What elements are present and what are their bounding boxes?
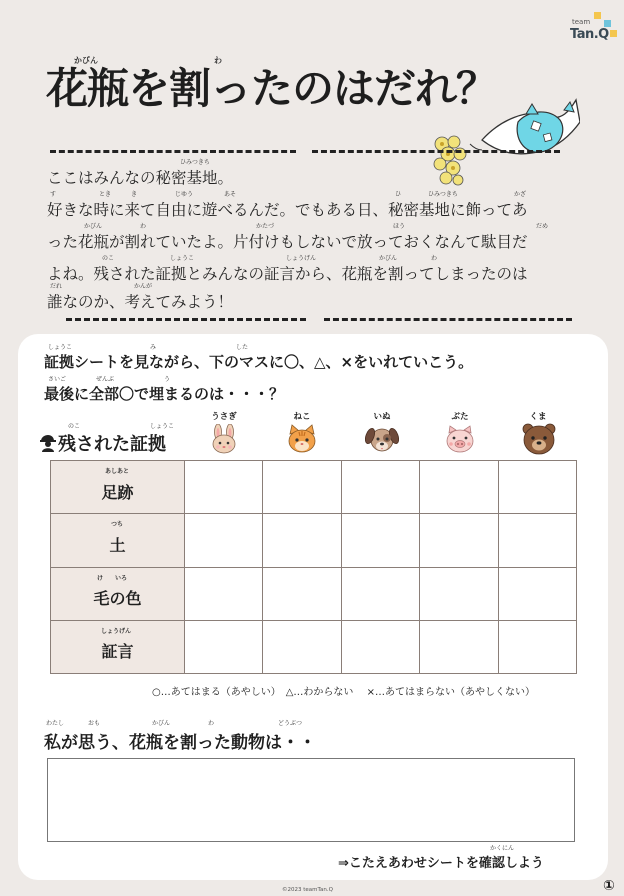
evidence-ruby: のこ [68,423,81,430]
intro-ruby: じゆう [175,191,194,198]
intro-ruby: ひみつきち [180,159,210,166]
table-row [51,461,577,514]
table-row [51,620,577,673]
copyright: ©2023 teamTan.Q [282,887,333,893]
intro-ruby: だれ [50,283,63,290]
question-ruby: さいご [48,376,67,383]
table-row [51,567,577,620]
row-header-testimony [51,620,185,673]
intro-ruby: ほう [393,223,406,230]
grid-cell[interactable] [498,567,576,620]
intro-ruby: ひ [395,191,402,198]
row-label: 足跡 [101,482,134,502]
think-ruby: わ [208,720,215,727]
row-label: 毛の色 [93,589,142,609]
dashed-divider [324,318,572,321]
row-ruby: あしあと [105,468,130,475]
row-label: 証言 [101,642,134,662]
page-title: 花瓶を割ったのはだれ？ [46,64,498,113]
intro-ruby: ひみつきち [428,191,458,198]
intro-ruby: かんが [134,283,153,290]
row-ruby: しょうげん [101,627,132,635]
question-ruby: しょうこ [48,344,73,351]
intro-line-5: 誰なのか、考えてみよう！ [47,293,234,311]
logo-name-text: Tan.Q [570,27,609,42]
grid-cell[interactable] [498,514,576,567]
row-label: 土 [109,535,126,555]
intro-ruby: しょうげん [286,255,317,262]
think-ruby: どうぶつ [278,720,303,727]
dashed-divider [66,318,306,321]
grid-cell[interactable] [498,461,576,514]
broken-vase-icon [420,92,580,192]
grid-cell[interactable] [263,620,341,673]
intro-ruby: わ [431,255,438,262]
grid-cell[interactable] [341,567,419,620]
grid-cell[interactable] [263,567,341,620]
intro-ruby: き [131,191,138,198]
question-line-1: 証拠シートを見ながら、下のマスに〇、△、×をいれていこう。 [44,353,474,371]
evidence-grid [50,460,577,674]
logo-square-icon [594,12,601,19]
grid-cell[interactable] [420,567,498,620]
grid-cell[interactable] [341,461,419,514]
intro-ruby: とき [99,191,112,198]
brand-logo [568,8,622,46]
grid-cell[interactable] [341,620,419,673]
answer-prompt: 私が思う、花瓶を割った動物は・・ [44,733,316,753]
animal-label-bear: くま [529,412,547,422]
table-row [51,514,577,567]
row-header-footprints [51,461,185,514]
intro-ruby: だめ [536,223,549,230]
grid-cell[interactable] [185,620,263,673]
animal-label-cat: ねこ [293,412,311,422]
question-ruby: み [150,344,157,351]
pig-icon [443,424,477,454]
intro-line-4: よね。残された証拠とみんなの証言から、花瓶を割ってしまったのは [47,265,528,283]
animal-label-dog: いぬ [373,412,391,422]
think-ruby: おも [88,720,101,727]
intro-ruby: しょうこ [170,255,195,262]
intro-ruby: かびん [379,255,398,262]
page-number: ① [603,878,615,894]
intro-ruby: かざ [514,191,527,198]
intro-line-3: った花瓶が割れていたよ。片付けもしないで放っておくなんて駄目だ [47,233,528,251]
logo-square-icon [604,20,611,27]
dashed-divider [50,150,296,153]
question-ruby: う [164,376,171,383]
grid-cell[interactable] [420,514,498,567]
grid-cell[interactable] [185,567,263,620]
logo-team-text: team [572,18,591,26]
intro-ruby: す [50,191,57,198]
question-ruby: ぜんぶ [96,376,115,383]
check-answer-note: ⇒こたえあわせシートを確認しよう [338,856,544,871]
animal-label-rabbit: うさぎ [211,412,237,422]
grid-cell[interactable] [420,620,498,673]
grid-cell[interactable] [263,461,341,514]
grid-cell[interactable] [420,461,498,514]
cat-icon [285,424,319,454]
grid-cell[interactable] [185,461,263,514]
rabbit-icon [207,424,241,454]
question-ruby: した [236,344,249,351]
evidence-ruby: しょうこ [150,423,175,430]
bear-icon [521,422,557,456]
animal-label-pig: ぶた [451,412,469,422]
dashed-divider [312,150,560,153]
intro-ruby: のこ [102,255,115,262]
row-ruby: つち [111,521,124,529]
grid-cell[interactable] [185,514,263,567]
evidence-title: 残された証拠 [58,434,166,455]
intro-line-2: 好きな時に来て自由に遊べるんだ。でもある日、秘密基地に飾ってあ [47,201,528,219]
intro-ruby: かびん [84,223,103,230]
think-ruby: わたし [46,720,65,727]
title-ruby: かびん [74,56,98,65]
think-ruby: かびん [152,720,171,727]
grid-cell[interactable] [263,514,341,567]
intro-ruby: かたづ [256,223,275,230]
intro-ruby: わ [140,223,147,230]
dog-icon [365,424,399,454]
check-ruby: かくにん [490,845,515,852]
row-header-soil [51,514,185,567]
logo-square-icon [610,30,617,37]
intro-ruby: あそ [224,191,237,198]
symbol-legend: ○…あてはまる（あやしい） △…わからない ×…あてはまらない（あやしくない） [152,687,535,698]
grid-cell[interactable] [498,620,576,673]
title-ruby: わ [214,56,222,65]
question-line-2: 最後に全部〇で埋まるのは・・・？ [44,385,285,403]
row-ruby: け いろ [97,574,128,582]
intro-line-1: ここはみんなの秘密基地。 [47,169,234,187]
row-header-fur-color [51,567,185,620]
grid-cell[interactable] [341,514,419,567]
detective-icon [38,432,58,452]
answer-box[interactable] [47,758,575,842]
